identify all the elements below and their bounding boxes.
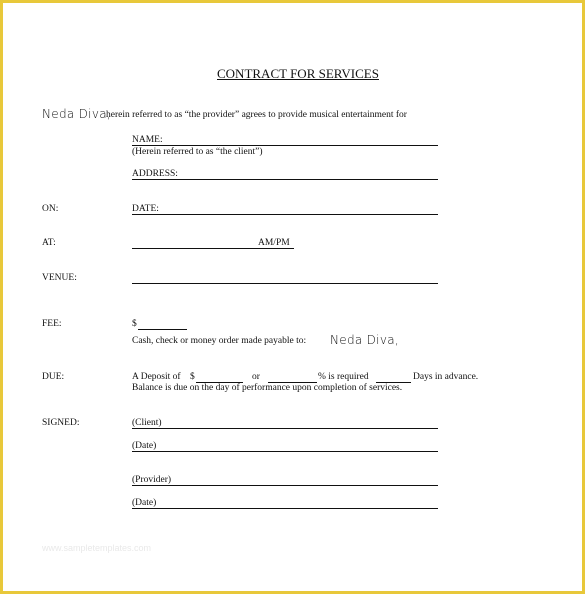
percent-required-text: % is required [318,372,369,382]
or-text: or [252,372,260,382]
client-signature-line[interactable] [132,428,438,429]
date-field-line[interactable] [132,214,438,215]
client-date-line[interactable] [132,451,438,452]
on-label: ON: [42,204,59,214]
intro-text: herein referred to as “the provider” agrees to provide musical entertainment for [106,110,407,120]
client-note: (Herein referred to as “the client”) [132,147,263,157]
deposit-currency: $ [190,372,195,382]
date-label: DATE: [132,204,159,214]
name-label: NAME: [132,135,163,145]
ampm-label: AM/PM [258,238,290,248]
payee-name: Neda Diva, [330,333,399,347]
fee-label: FEE: [42,319,62,329]
fee-amount-line[interactable] [138,329,187,330]
address-field-line[interactable] [132,179,438,180]
provider-signature-label: (Provider) [132,475,172,485]
at-label: AT: [42,238,56,248]
venue-field-line[interactable] [132,283,438,284]
time-field-line[interactable] [132,248,294,249]
fee-currency: $ [132,319,137,329]
payment-note: Cash, check or money order made payable to: [132,336,307,346]
address-label: ADDRESS: [132,169,178,179]
name-field-line[interactable] [132,145,438,146]
signed-label: SIGNED: [42,418,80,428]
provider-date-label: (Date) [132,498,157,508]
venue-label: VENUE: [42,273,77,283]
deposit-prefix: A Deposit of [132,372,181,382]
provider-date-line[interactable] [132,508,438,509]
provider-signature-line[interactable] [132,485,438,486]
client-date-label: (Date) [132,441,157,451]
due-label: DUE: [42,372,65,382]
days-text: Days in advance. [413,372,479,382]
client-signature-label: (Client) [132,418,162,428]
balance-note: Balance is due on the day of performance upon completion of services. [132,383,403,393]
provider-name: Neda Diva, [42,107,111,121]
watermark: www.sampletemplates.com [42,543,152,553]
document-title: CONTRACT FOR SERVICES [217,66,379,81]
